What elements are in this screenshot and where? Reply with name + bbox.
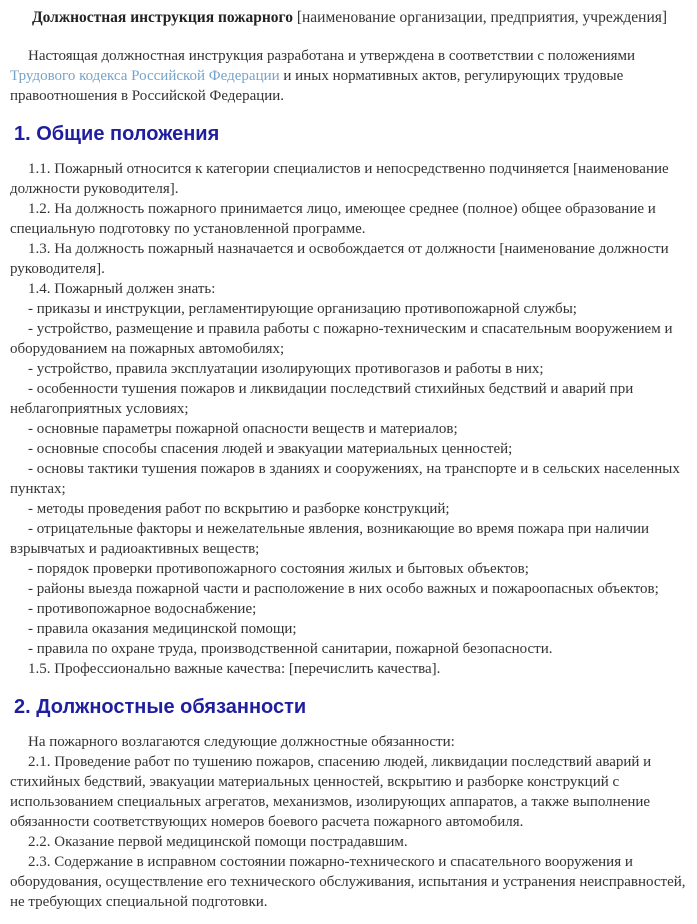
knowledge-item-4: - особенности тушения пожаров и ликвидации последствий стихийных бедствий и аварий при неблагоприятных условиях; (10, 381, 634, 417)
knowledge-item-8: - методы проведения работ по вскрытию и разборке конструкций; (28, 501, 450, 517)
clause-1-2: 1.2. На должность пожарного принимается лицо, имеющее среднее (полное) общее образование и специальную подготовку по установленной программе. (10, 201, 656, 237)
knowledge-item-10: - порядок проверки противопожарного состояния жилых и бытовых объектов; (28, 561, 529, 577)
clause-1-5: 1.5. Профессионально важные качества: [перечислить качества]. (28, 661, 441, 677)
clause-2-2: 2.2. Оказание первой медицинской помощи пострадавшим. (28, 834, 408, 850)
clause-1-4: 1.4. Пожарный должен знать: (28, 281, 216, 297)
knowledge-item-1: - приказы и инструкции, регламентирующие организацию противопожарной службы; (28, 301, 577, 317)
knowledge-item-6: - основные способы спасения людей и эвакуации материальных ценностей; (28, 441, 513, 457)
clause-2-1: 2.1. Проведение работ по тушению пожаров, спасению людей, ликвидации последствий аварий и стихийных бедствий, эвакуации материальных ценностей, вскрытию и разборке конструкций с использованием специальных агрегатов, механизмов, изолирующих аппаратов, а также выполнение обязанности соответствующих номеров боевого расчета пожарного автомобиля. (10, 754, 652, 830)
knowledge-item-13: - правила оказания медицинской помощи; (28, 621, 297, 637)
intro-paragraph (10, 46, 689, 106)
section-1-heading: 1. Общие положения (14, 123, 220, 145)
knowledge-item-12: - противопожарное водоснабжение; (28, 601, 257, 617)
knowledge-item-11: - районы выезда пожарной части и расположение в них особо важных и пожароопасных объектов; (28, 581, 659, 597)
clause-1-3: 1.3. На должность пожарный назначается и освобождается от должности [наименование должности руководителя]. (10, 241, 669, 277)
knowledge-item-3: - устройство, правила эксплуатации изолирующих противогазов и работы в них; (28, 361, 544, 377)
document-title-placeholder: [наименование организации, предприятия, учреждения] (292, 9, 668, 26)
knowledge-item-2: - устройство, размещение и правила работы с пожарно-техническим и спасательным вооружением и оборудованием на пожарных автомобилях; (10, 321, 673, 357)
intro-text-before-link: Настоящая должностная инструкция разработана и утверждена в соответствии с положениями (28, 48, 636, 64)
duties-intro: На пожарного возлагаются следующие должностные обязанности: (28, 734, 455, 750)
knowledge-item-14: - правила по охране труда, производственной санитарии, пожарной безопасности. (28, 641, 553, 657)
document-title-main: Должностная инструкция пожарного (31, 9, 293, 26)
labor-code-link[interactable]: Трудового кодекса Российской Федерации (10, 68, 280, 84)
document-title (10, 8, 689, 28)
knowledge-item-9: - отрицательные факторы и нежелательные явления, возникающие во время пожара при наличии взрывчатых и радиоактивных веществ; (10, 521, 650, 557)
knowledge-item-7: - основы тактики тушения пожаров в зданиях и сооружениях, на транспорте и в сельских населенных пунктах; (10, 461, 680, 497)
clause-2-3: 2.3. Содержание в исправном состоянии пожарно-технического и спасательного вооружения и оборудования, осуществление его технического обслуживания, испытания и устранения неисправностей, не требующих специальной подготовки. (10, 854, 686, 910)
section-2-heading: 2. Должностные обязанности (14, 696, 307, 718)
intro-text-after-link: и иных нормативных актов, регулирующих трудовые правоотношения в Российской Федерации. (10, 68, 624, 104)
clause-1-1: 1.1. Пожарный относится к категории специалистов и непосредственно подчиняется [наименование должности руководителя]. (10, 161, 669, 197)
knowledge-item-5: - основные параметры пожарной опасности веществ и материалов; (28, 421, 458, 437)
